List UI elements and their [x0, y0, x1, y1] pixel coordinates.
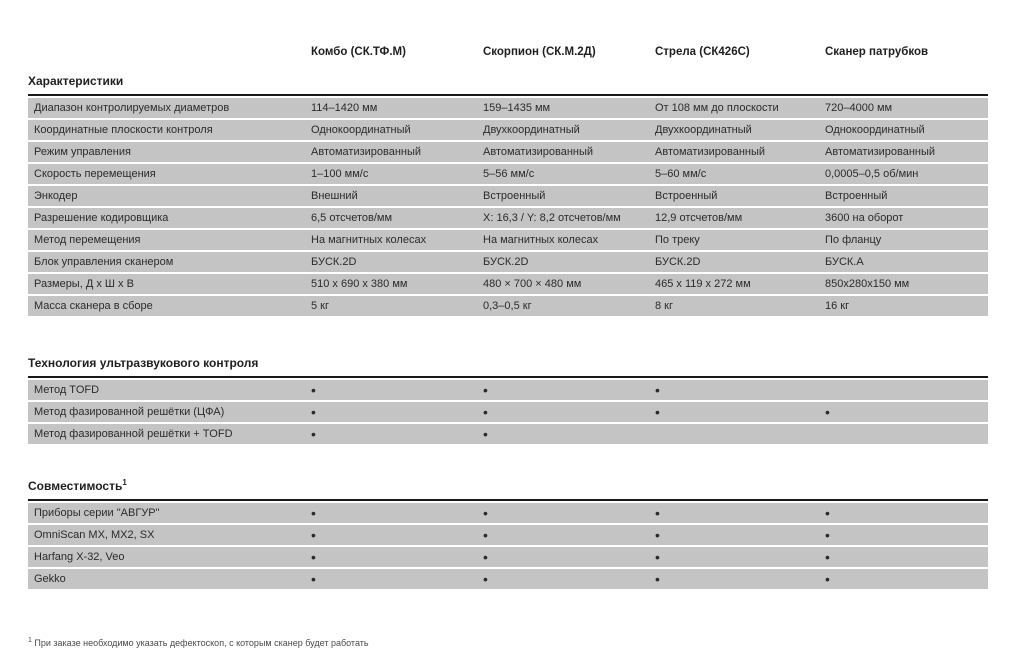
bullet-cell: • [825, 404, 830, 420]
value-cell: 5–56 мм/с [483, 168, 535, 180]
table-row [28, 186, 988, 206]
value-cell: 0,3–0,5 кг [483, 300, 532, 312]
value-cell: БУСК.2D [655, 256, 701, 268]
footnote [28, 637, 988, 648]
value-cell: Встроенный [483, 190, 546, 202]
bullet-cell [819, 424, 988, 444]
table-row [28, 547, 988, 567]
value-cell: 510 x 690 x 380 мм [311, 278, 408, 290]
value-cell: На магнитных колесах [483, 234, 599, 246]
bullet-cell: • [655, 549, 660, 565]
value-cell: 5–60 мм/с [655, 168, 707, 180]
row-label: Приборы серии "АВГУР" [34, 507, 160, 519]
bullet-cell: • [655, 382, 660, 398]
value-cell: X: 16,3 / Y: 8,2 отсчетов/мм [483, 212, 621, 224]
bullet-cell: • [483, 571, 488, 587]
bullet-cell [649, 424, 819, 444]
row-label: Разрешение кодировщика [34, 212, 169, 224]
bullet-cell: • [311, 527, 316, 543]
row-label: Harfang X-32, Veo [34, 551, 125, 563]
table-row [28, 569, 988, 589]
row-label: Координатные плоскости контроля [34, 124, 213, 136]
row-label: Метод фазированной решётки (ЦФА) [34, 406, 225, 418]
footnote-marker: 1 [122, 478, 127, 487]
value-cell: Встроенный [655, 190, 718, 202]
bullet-cell: • [311, 404, 316, 420]
bullet-cell: • [825, 527, 830, 543]
bullet-cell: • [311, 549, 316, 565]
section-title-text: Характеристики [28, 74, 124, 88]
value-cell: Двухкоординатный [483, 124, 580, 136]
bullet-cell: • [483, 382, 488, 398]
bullet-cell: • [483, 426, 488, 442]
row-label: OmniScan MX, MX2, SX [34, 529, 155, 541]
column-header-kombo: Комбо (СК.ТФ.М) [311, 46, 406, 58]
value-cell: На магнитных колесах [311, 234, 427, 246]
table-row [28, 208, 988, 228]
corner-cell [28, 44, 305, 60]
bullet-cell: • [655, 505, 660, 521]
column-header-skorpion: Скорпион (СК.М.2Д) [483, 46, 596, 58]
value-cell: Двухкоординатный [655, 124, 752, 136]
value-cell: 3600 на оборот [825, 212, 904, 224]
value-cell: БУСК.2D [311, 256, 357, 268]
section-ultrasonic-technology [28, 376, 988, 444]
row-label: Масса сканера в сборе [34, 300, 153, 312]
value-cell: Автоматизированный [311, 146, 422, 158]
bullet-cell: • [311, 571, 316, 587]
bullet-cell: • [825, 571, 830, 587]
row-label: Метод TOFD [34, 384, 100, 396]
bullet-cell: • [483, 527, 488, 543]
value-cell: 720–4000 мм [825, 102, 893, 114]
column-header-patrubkov: Сканер патрубков [825, 46, 929, 58]
value-cell: 159–1435 мм [483, 102, 551, 114]
table-row [28, 380, 988, 400]
value-cell: 8 кг [655, 300, 673, 312]
table-row [28, 120, 988, 140]
value-cell: 114–1420 мм [311, 102, 378, 114]
table-row [28, 164, 988, 184]
section-title-compatibility [28, 478, 988, 493]
section-compatibility [28, 499, 988, 589]
column-header-strela: Стрела (СК426С) [655, 46, 750, 58]
table-row [28, 230, 988, 250]
comparison-table [28, 44, 988, 648]
bullet-cell: • [825, 549, 830, 565]
row-label: Режим управления [34, 146, 131, 158]
bullet-cell: • [311, 382, 316, 398]
bullet-cell: • [311, 505, 316, 521]
bullet-cell: • [311, 426, 316, 442]
row-label: Блок управления сканером [34, 256, 174, 268]
bullet-cell: • [825, 505, 830, 521]
value-cell: 0,0005–0,5 об/мин [825, 168, 919, 180]
value-cell: БУСК.2D [483, 256, 529, 268]
value-cell: 465 x 119 x 272 мм [655, 278, 751, 290]
value-cell: 16 кг [825, 300, 850, 312]
row-label: Размеры, Д х Ш х В [34, 278, 134, 290]
bullet-cell: • [655, 571, 660, 587]
value-cell: По фланцу [825, 234, 882, 246]
value-cell: Однокоординатный [311, 124, 411, 136]
row-label: Энкодер [34, 190, 78, 202]
bullet-cell: • [483, 549, 488, 565]
table-row [28, 252, 988, 272]
table-row [28, 503, 988, 523]
column-headers [28, 44, 988, 60]
footnote-superscript: 1 [28, 637, 32, 644]
section-title-characteristics [28, 74, 988, 88]
bullet-cell [819, 380, 988, 400]
table-row [28, 525, 988, 545]
table-row [28, 402, 988, 422]
table-row [28, 142, 988, 162]
value-cell: Автоматизированный [655, 146, 766, 158]
value-cell: По треку [655, 234, 700, 246]
value-cell: 1–100 мм/с [311, 168, 369, 180]
row-label: Метод перемещения [34, 234, 141, 246]
value-cell: 5 кг [311, 300, 329, 312]
table-row [28, 98, 988, 118]
value-cell: 480 × 700 × 480 мм [483, 278, 582, 290]
value-cell: БУСК.А [825, 256, 864, 268]
footnote-text: При заказе необходимо указать дефектоскоп, с которым сканер будет работать [31, 638, 369, 648]
table-row [28, 424, 988, 444]
bullet-cell: • [483, 404, 488, 420]
row-label: Метод фазированной решётки + TOFD [34, 428, 233, 440]
bullet-cell: • [483, 505, 488, 521]
section-title-text: Технология ультразвукового контроля [28, 356, 259, 370]
table-row [28, 296, 988, 316]
value-cell: 6,5 отсчетов/мм [311, 212, 393, 224]
section-title-ultrasonic-technology [28, 356, 988, 370]
value-cell: 12,9 отсчетов/мм [655, 212, 743, 224]
value-cell: Однокоординатный [825, 124, 925, 136]
value-cell: Автоматизированный [825, 146, 936, 158]
bullet-cell: • [655, 527, 660, 543]
row-label: Скорость перемещения [34, 168, 156, 180]
value-cell: 850x280x150 мм [825, 278, 910, 290]
value-cell: От 108 мм до плоскости [655, 102, 779, 114]
section-title-text: Совместимость [28, 479, 123, 493]
section-characteristics [28, 94, 988, 316]
value-cell: Автоматизированный [483, 146, 594, 158]
row-label: Gekko [34, 573, 66, 585]
bullet-cell: • [655, 404, 660, 420]
value-cell: Встроенный [825, 190, 888, 202]
row-label: Диапазон контролируемых диаметров [34, 102, 230, 114]
table-row [28, 274, 988, 294]
value-cell: Внешний [311, 190, 358, 202]
